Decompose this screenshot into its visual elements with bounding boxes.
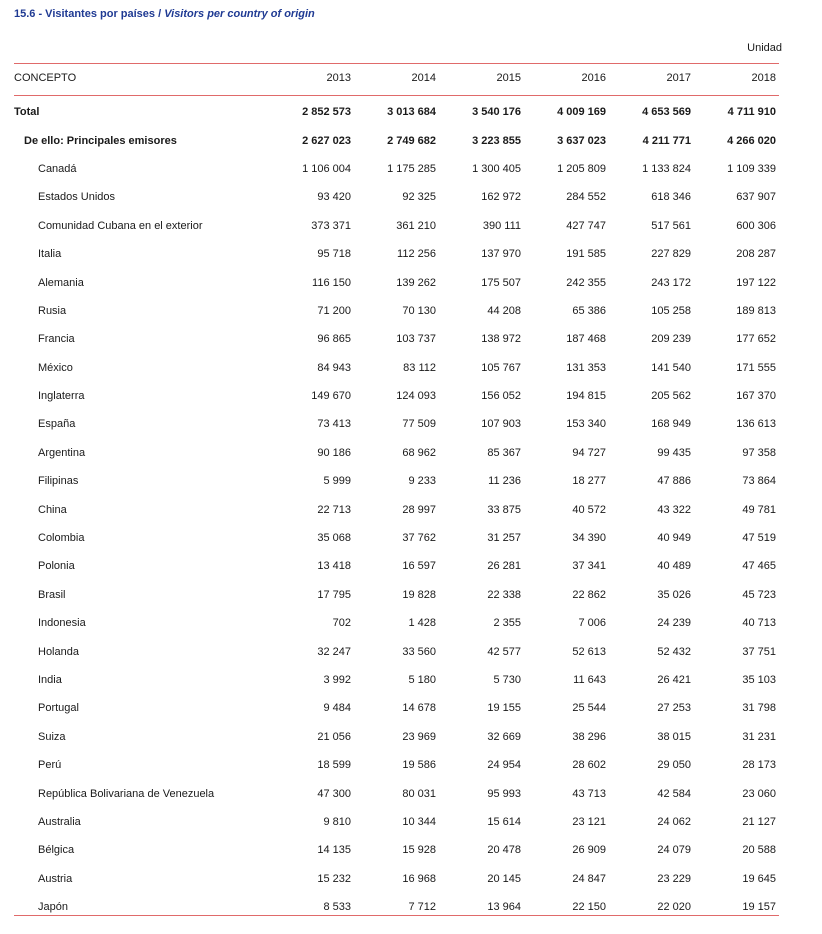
cell-value: 32 669 <box>487 730 521 743</box>
cell-value: 47 886 <box>657 475 691 488</box>
cell-value: 17 795 <box>317 588 351 601</box>
cell-value: 84 943 <box>317 361 351 374</box>
cell-value: 49 781 <box>742 503 776 516</box>
cell-value: 35 103 <box>742 674 776 686</box>
cell-value: 68 962 <box>402 446 436 459</box>
table-row <box>14 808 779 836</box>
row-label: Indonesia <box>38 617 86 630</box>
cell-value: 18 277 <box>572 475 606 488</box>
cell-value: 38 015 <box>657 730 691 743</box>
cell-value: 26 909 <box>572 844 606 857</box>
cell-value: 96 865 <box>317 333 351 346</box>
cell-value: 31 231 <box>742 730 776 743</box>
cell-value: 167 370 <box>736 390 776 403</box>
cell-value: 24 954 <box>487 759 521 772</box>
cell-value: 1 109 339 <box>727 162 776 175</box>
row-label: Brasil <box>38 588 66 601</box>
cell-value: 2 627 023 <box>302 134 351 147</box>
table-row <box>14 382 779 410</box>
row-label: México <box>38 361 73 374</box>
cell-value: 136 613 <box>736 418 776 431</box>
cell-value: 1 133 824 <box>642 162 691 175</box>
table-row <box>14 723 779 751</box>
table-row <box>14 495 779 523</box>
cell-value: 21 127 <box>742 815 776 828</box>
table-row <box>14 439 779 467</box>
cell-value: 105 258 <box>651 304 691 317</box>
table-row <box>14 609 779 637</box>
cell-value: 4 009 169 <box>557 106 606 119</box>
cell-value: 32 247 <box>317 645 351 658</box>
total-row <box>14 98 779 126</box>
cell-value: 85 367 <box>487 446 521 459</box>
cell-value: 73 413 <box>317 418 351 431</box>
table-row <box>14 325 779 353</box>
cell-value: 153 340 <box>566 418 606 431</box>
cell-value: 22 862 <box>572 588 606 601</box>
row-label: Estados Unidos <box>38 191 116 204</box>
cell-value: 105 767 <box>481 361 521 374</box>
cell-value: 141 540 <box>651 361 691 374</box>
cell-value: 131 353 <box>566 361 606 374</box>
cell-value: 83 112 <box>403 361 436 374</box>
cell-value: 4 653 569 <box>642 106 691 119</box>
cell-value: 90 186 <box>317 446 351 459</box>
cell-value: 40 713 <box>742 617 776 630</box>
row-label: Italia <box>38 248 62 261</box>
subtotal-row <box>14 126 779 154</box>
cell-value: 15 232 <box>317 872 351 885</box>
cell-value: 7 712 <box>408 901 436 914</box>
table-row <box>14 694 779 722</box>
table-row <box>14 666 779 694</box>
row-label: Comunidad Cubana en el exterior <box>38 219 203 232</box>
header-row <box>14 64 779 92</box>
cell-value: 162 972 <box>481 191 521 204</box>
cell-value: 9 233 <box>408 475 436 488</box>
table-row <box>14 410 779 438</box>
table-row <box>14 524 779 552</box>
cell-value: 33 560 <box>402 645 436 658</box>
cell-value: 116 150 <box>312 276 351 289</box>
cell-value: 5 180 <box>408 674 436 686</box>
row-label: Alemania <box>38 276 84 289</box>
cell-value: 156 052 <box>481 390 521 403</box>
cell-value: 177 652 <box>736 333 776 346</box>
cell-value: 1 106 004 <box>302 162 351 175</box>
row-label: India <box>38 674 62 686</box>
cell-value: 33 875 <box>487 503 521 516</box>
row-label: Canadá <box>38 162 77 175</box>
cell-value: 16 968 <box>402 872 436 885</box>
cell-value: 3 223 855 <box>472 134 521 147</box>
cell-value: 5 730 <box>493 674 521 686</box>
cell-value: 24 847 <box>572 872 606 885</box>
cell-value: 2 749 682 <box>387 134 436 147</box>
table-header <box>14 64 779 92</box>
header-year: 2017 <box>666 72 691 84</box>
cell-value: 43 713 <box>572 787 606 800</box>
cell-value: 37 751 <box>742 645 776 658</box>
row-label: Suiza <box>38 730 66 743</box>
table-row <box>14 751 779 779</box>
cell-value: 34 390 <box>572 532 606 545</box>
cell-value: 42 584 <box>657 787 691 800</box>
cell-value: 2 355 <box>493 617 521 630</box>
cell-value: 191 585 <box>566 248 606 261</box>
cell-value: 168 949 <box>651 418 691 431</box>
row-label: Australia <box>38 815 81 828</box>
cell-value: 92 325 <box>402 191 436 204</box>
cell-value: 22 150 <box>572 901 606 914</box>
cell-value: 4 211 771 <box>642 134 691 147</box>
cell-value: 3 992 <box>323 674 351 686</box>
cell-value: 139 262 <box>396 276 436 289</box>
cell-value: 37 341 <box>572 560 606 573</box>
cell-value: 427 747 <box>566 219 606 232</box>
cell-value: 52 432 <box>657 645 691 658</box>
cell-value: 20 588 <box>742 844 776 857</box>
cell-value: 242 355 <box>566 276 606 289</box>
cell-value: 1 175 285 <box>387 162 436 175</box>
table-row <box>14 268 779 296</box>
cell-value: 112 256 <box>397 248 436 261</box>
header-year: 2018 <box>751 72 776 84</box>
cell-value: 4 266 020 <box>727 134 776 147</box>
cell-value: 4 711 910 <box>727 106 776 119</box>
unit-label: Unidad <box>747 42 782 54</box>
cell-value: 25 544 <box>572 702 606 715</box>
row-label: China <box>38 503 67 516</box>
cell-value: 43 322 <box>657 503 691 516</box>
cell-value: 124 093 <box>396 390 436 403</box>
cell-value: 77 509 <box>402 418 436 431</box>
cell-value: 44 208 <box>487 304 521 317</box>
cell-value: 52 613 <box>572 645 606 658</box>
visitors-table <box>14 64 779 921</box>
cell-value: 197 122 <box>736 276 776 289</box>
table-row <box>14 779 779 807</box>
cell-value: 284 552 <box>566 191 606 204</box>
table-row <box>14 155 779 183</box>
cell-value: 31 257 <box>487 532 521 545</box>
cell-value: 1 428 <box>408 617 436 630</box>
cell-value: 189 813 <box>736 304 776 317</box>
cell-value: 42 577 <box>487 645 521 658</box>
cell-value: 149 670 <box>311 390 351 403</box>
table-row <box>14 240 779 268</box>
cell-value: 9 810 <box>323 815 351 828</box>
cell-value: 28 602 <box>572 759 606 772</box>
cell-value: 22 338 <box>487 588 521 601</box>
table-body <box>14 92 779 921</box>
cell-value: 24 239 <box>657 617 691 630</box>
cell-value: 47 465 <box>742 560 776 573</box>
cell-value: 95 993 <box>487 787 521 800</box>
cell-value: 24 079 <box>657 844 691 857</box>
cell-value: 95 718 <box>317 248 351 261</box>
cell-value: 14 135 <box>317 844 351 857</box>
cell-value: 80 031 <box>402 787 436 800</box>
header-year: 2015 <box>496 72 521 84</box>
cell-value: 19 155 <box>487 702 521 715</box>
cell-value: 16 597 <box>402 560 436 573</box>
cell-value: 40 572 <box>572 503 606 516</box>
cell-value: 15 928 <box>402 844 436 857</box>
cell-value: 73 864 <box>742 475 776 488</box>
table-title-en: Visitors per country of origin <box>164 8 315 20</box>
cell-value: 205 562 <box>651 390 691 403</box>
row-label: Portugal <box>38 702 79 715</box>
cell-value: 23 121 <box>572 815 606 828</box>
cell-value: 19 645 <box>742 872 776 885</box>
row-label: Colombia <box>38 532 85 545</box>
cell-value: 10 344 <box>402 815 436 828</box>
cell-value: 373 371 <box>311 219 351 232</box>
row-label: Austria <box>38 872 73 885</box>
cell-value: 3 013 684 <box>387 106 436 119</box>
table-row <box>14 581 779 609</box>
cell-value: 138 972 <box>481 333 521 346</box>
cell-value: 22 713 <box>317 503 351 516</box>
table-row <box>14 297 779 325</box>
cell-value: 209 239 <box>651 333 691 346</box>
table-row <box>14 552 779 580</box>
cell-value: 20 478 <box>487 844 521 857</box>
row-label: Bélgica <box>38 844 75 857</box>
cell-value: 1 300 405 <box>472 162 521 175</box>
cell-value: 243 172 <box>651 276 691 289</box>
cell-value: 21 056 <box>317 730 351 743</box>
row-label: Perú <box>38 759 62 772</box>
row-label: España <box>38 418 76 431</box>
cell-value: 517 561 <box>651 219 691 232</box>
cell-value: 18 599 <box>317 759 351 772</box>
cell-value: 47 300 <box>317 787 351 800</box>
cell-value: 26 421 <box>657 674 691 686</box>
table-title-es: 15.6 - Visitantes por países / <box>14 8 165 20</box>
row-label: De ello: Principales emisores <box>24 134 177 147</box>
cell-value: 14 678 <box>402 702 436 715</box>
cell-value: 65 386 <box>572 304 606 317</box>
cell-value: 28 997 <box>402 503 436 516</box>
cell-value: 361 210 <box>396 219 436 232</box>
cell-value: 2 852 573 <box>302 106 351 119</box>
cell-value: 97 358 <box>742 446 776 459</box>
cell-value: 37 762 <box>402 532 436 545</box>
row-label: Holanda <box>38 645 79 658</box>
cell-value: 194 815 <box>566 390 606 403</box>
cell-value: 23 969 <box>402 730 436 743</box>
row-label: Inglaterra <box>38 390 85 403</box>
table-row <box>14 637 779 665</box>
cell-value: 38 296 <box>572 730 606 743</box>
cell-value: 71 200 <box>317 304 351 317</box>
cell-value: 11 643 <box>573 674 606 686</box>
cell-value: 175 507 <box>481 276 521 289</box>
cell-value: 40 949 <box>657 532 691 545</box>
cell-value: 7 006 <box>578 617 606 630</box>
table-row <box>14 467 779 495</box>
cell-value: 13 964 <box>487 901 521 914</box>
cell-value: 5 999 <box>323 475 351 488</box>
cell-value: 9 484 <box>323 702 351 715</box>
row-label: Polonia <box>38 560 75 573</box>
cell-value: 29 050 <box>657 759 691 772</box>
cell-value: 3 637 023 <box>557 134 606 147</box>
row-label: Rusia <box>38 304 67 317</box>
cell-value: 23 229 <box>657 872 691 885</box>
row-label: Japón <box>38 901 68 914</box>
table-row <box>14 865 779 893</box>
table-row <box>14 354 779 382</box>
header-year: 2016 <box>581 72 606 84</box>
cell-value: 3 540 176 <box>472 106 521 119</box>
cell-value: 93 420 <box>317 191 351 204</box>
cell-value: 31 798 <box>742 702 776 715</box>
header-year: 2013 <box>326 72 351 84</box>
cell-value: 11 236 <box>488 475 521 488</box>
cell-value: 637 907 <box>736 191 776 204</box>
cell-value: 20 145 <box>487 872 521 885</box>
header-year: 2014 <box>411 72 436 84</box>
cell-value: 35 026 <box>657 588 691 601</box>
cell-value: 227 829 <box>651 248 691 261</box>
cell-value: 23 060 <box>742 787 776 800</box>
cell-value: 28 173 <box>742 759 776 772</box>
cell-value: 26 281 <box>487 560 521 573</box>
row-label: Argentina <box>38 446 86 459</box>
cell-value: 13 418 <box>317 560 351 573</box>
cell-value: 45 723 <box>742 588 776 601</box>
cell-value: 40 489 <box>657 560 691 573</box>
cell-value: 47 519 <box>742 532 776 545</box>
header-concept: CONCEPTO <box>14 72 77 84</box>
table-title <box>14 8 315 20</box>
cell-value: 19 157 <box>742 901 776 914</box>
cell-value: 600 306 <box>736 219 776 232</box>
row-label: Total <box>14 106 40 119</box>
cell-value: 390 111 <box>482 219 521 232</box>
row-label: República Bolivariana de Venezuela <box>38 787 215 800</box>
cell-value: 35 068 <box>317 532 351 545</box>
table-row <box>14 212 779 240</box>
cell-value: 99 435 <box>657 446 691 459</box>
cell-value: 70 130 <box>402 304 436 317</box>
cell-value: 22 020 <box>657 901 691 914</box>
cell-value: 19 586 <box>402 759 436 772</box>
cell-value: 187 468 <box>566 333 606 346</box>
table-row <box>14 836 779 864</box>
table-row <box>14 893 779 921</box>
row-label: Francia <box>38 333 75 346</box>
cell-value: 15 614 <box>487 815 521 828</box>
cell-value: 1 205 809 <box>557 162 606 175</box>
cell-value: 94 727 <box>572 446 606 459</box>
cell-value: 171 555 <box>736 361 776 374</box>
row-label: Filipinas <box>38 475 79 488</box>
cell-value: 24 062 <box>657 815 691 828</box>
cell-value: 27 253 <box>657 702 691 715</box>
cell-value: 702 <box>332 617 351 630</box>
cell-value: 103 737 <box>396 333 436 346</box>
cell-value: 8 533 <box>323 901 351 914</box>
table-row <box>14 183 779 211</box>
cell-value: 107 903 <box>481 418 521 431</box>
cell-value: 19 828 <box>402 588 436 601</box>
cell-value: 208 287 <box>736 248 776 261</box>
cell-value: 137 970 <box>481 248 521 261</box>
cell-value: 618 346 <box>651 191 691 204</box>
